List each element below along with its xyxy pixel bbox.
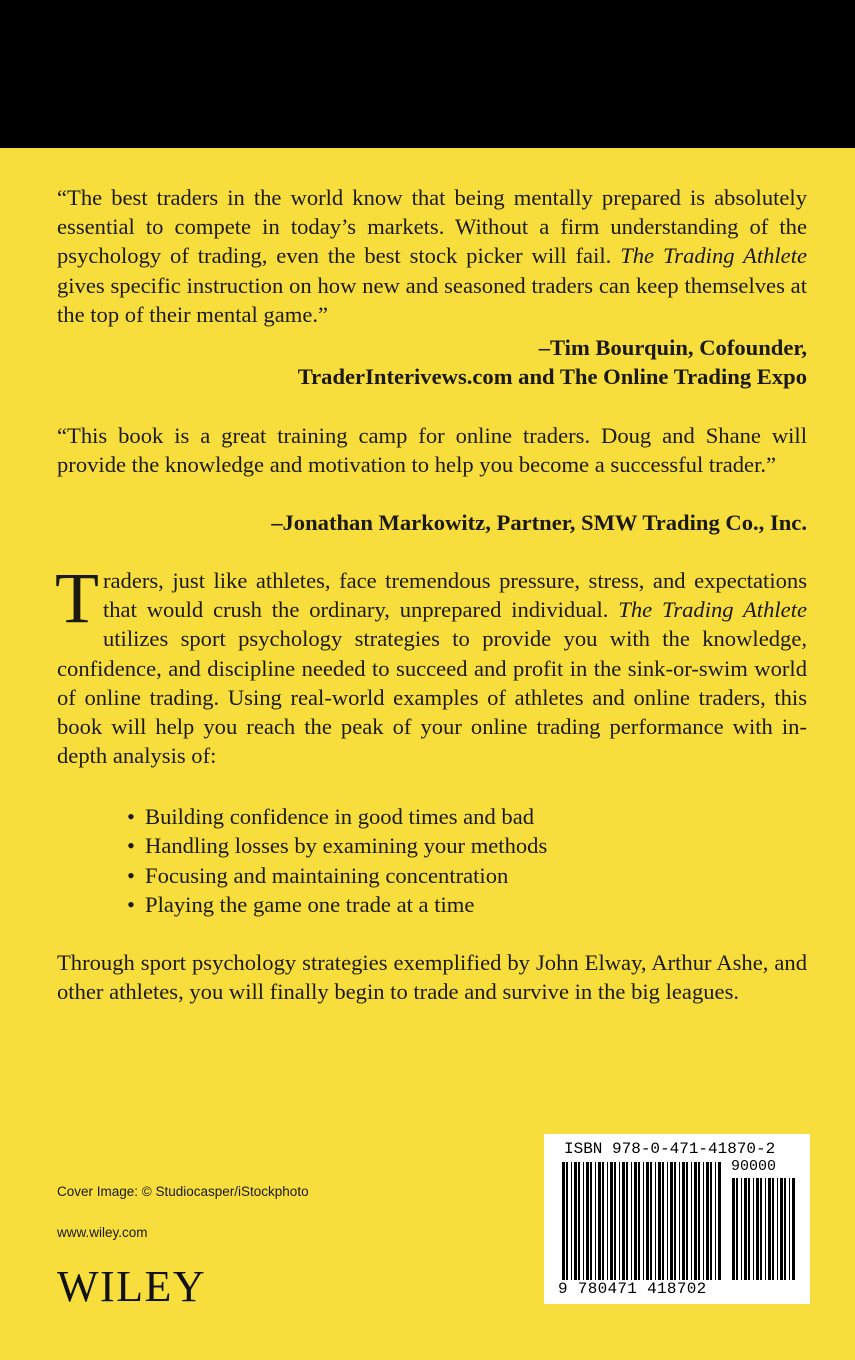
quote-1-book-title: The Trading Athlete xyxy=(620,243,808,269)
bullet-text: Building confidence in good times and bad xyxy=(145,804,535,829)
endorsement-quote-2: “This book is a great training camp for online traders. Doug and Shane will provide the knowledge and motivation to help you become a successful trader.” xyxy=(57,423,807,478)
book-description xyxy=(55,558,807,770)
description-text-a: raders, just like athletes, face tremendous pressure, stress, and expectations that would crush the ordinary, unprepared individual. xyxy=(102,568,807,623)
bullet-dot-icon: • xyxy=(127,833,135,859)
top-black-band xyxy=(0,0,855,148)
description-book-title: The Trading Athlete xyxy=(618,597,807,623)
bullet-dot-icon: • xyxy=(127,891,135,917)
bullet-item xyxy=(127,831,547,860)
quote-2-attribution: –Jonathan Markowitz, Partner, SMW Trading Co., Inc. xyxy=(271,510,807,535)
quote-1-text-b: gives specific instruction on how new and seasoned traders can keep themselves at the top of their mental game.” xyxy=(57,272,807,327)
barcode-digits: 9 780471 418702 xyxy=(558,1280,707,1298)
feature-bullet-list xyxy=(127,802,547,919)
isbn-number: ISBN 978-0-471-41870-2 xyxy=(564,1140,776,1158)
drop-cap: T xyxy=(55,558,99,638)
bullet-text: Focusing and maintaining concentration xyxy=(145,862,509,888)
quote-1-attribution xyxy=(298,333,807,391)
quote-1-text-a: “The best traders in the world know that being mentally prepared is absolutely essential to compete in today’s markets. Without a firm understanding of the psychology of trading, even the best stock picker will fail. xyxy=(57,185,807,269)
quote-1-attribution-line-1: –Tim Bourquin, Cofounder, xyxy=(538,335,807,360)
bullet-item xyxy=(127,890,547,919)
bullet-item xyxy=(127,802,547,831)
cover-image-credit: Cover Image: © Studiocasper/iStockphoto xyxy=(57,1184,309,1199)
description-text-b: utilizes sport psychology strategies to provide you with the knowledge, confidence, and discipline needed to succeed and profit in the sink-or-swim world of online trading. Using real-world examples of athletes and online traders, this book will help you reach the peak of your online trading performance with in-depth analysis of: xyxy=(57,626,807,769)
bullet-text: Playing the game one trade at a time xyxy=(145,891,475,917)
bullet-text: Handling losses by examining your methods xyxy=(145,833,548,859)
bullet-dot-icon: • xyxy=(127,804,135,829)
publisher-logo: WILEY xyxy=(57,1262,207,1311)
publisher-website: www.wiley.com xyxy=(57,1225,148,1240)
closing-paragraph: Through sport psychology strategies exemplified by John Elway, Arthur Ashe, and other athletes, you will finally begin to trade and survive in the big leagues. xyxy=(57,950,807,1005)
bullet-dot-icon: • xyxy=(127,862,135,888)
isbn-barcode xyxy=(544,1134,810,1304)
endorsement-quote-1 xyxy=(57,183,807,329)
quote-1-attribution-line-2: TraderInterivews.com and The Online Trading Expo xyxy=(297,364,807,390)
price-code: 90000 xyxy=(731,1158,777,1175)
bullet-item xyxy=(127,861,547,890)
